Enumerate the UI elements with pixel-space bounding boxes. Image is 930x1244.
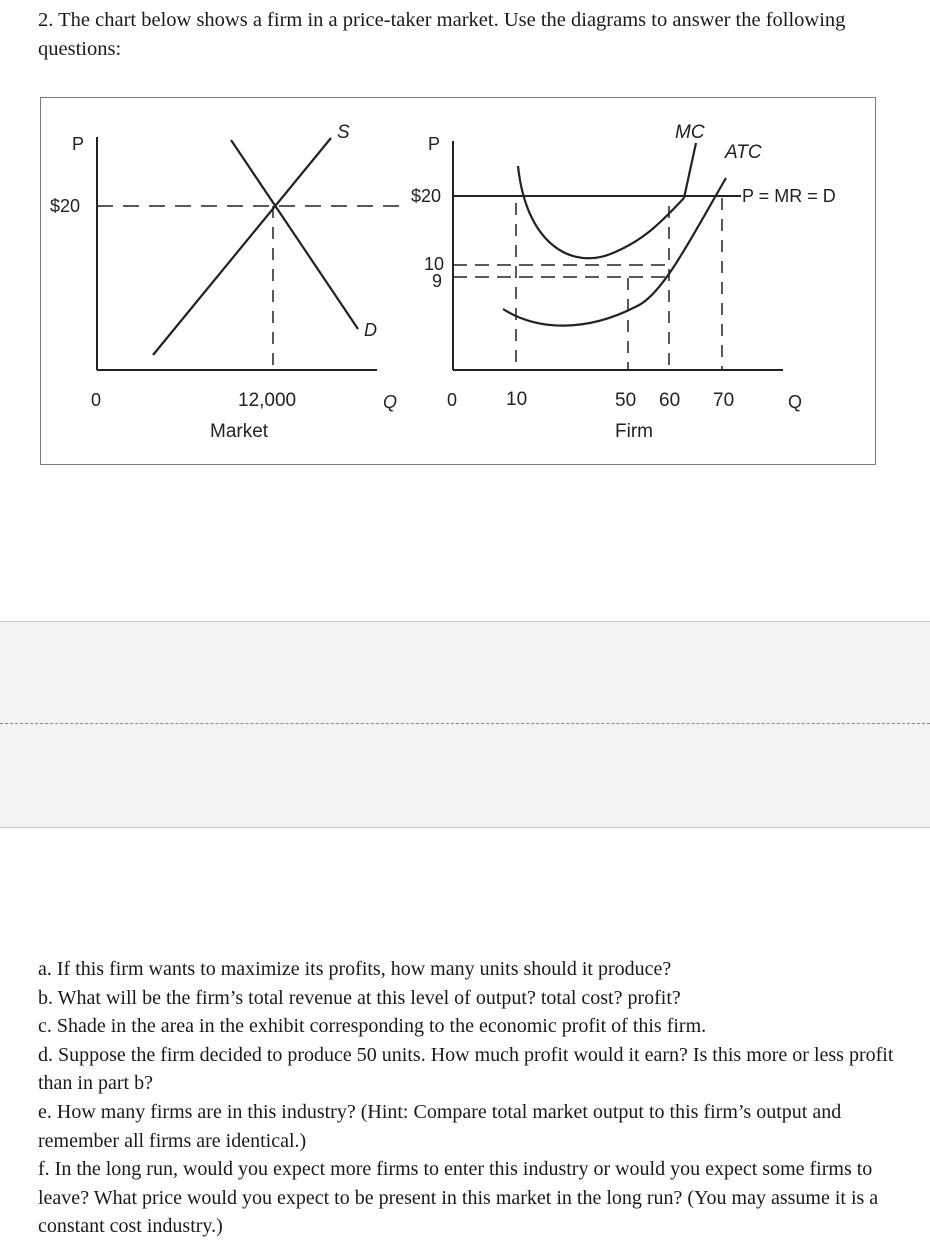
firm-price-label: $20	[411, 186, 442, 206]
demand-mr-label: P = MR = D	[742, 186, 836, 206]
firm-atc-9-label: 9	[432, 271, 443, 291]
diagram-svg	[41, 98, 877, 466]
firm-q-tick-60: 60	[659, 390, 681, 411]
demand-label: D	[364, 320, 377, 340]
market-supply-curve	[153, 138, 331, 355]
question-part-a: a. If this firm wants to maximize its profits, how many units should it produce?	[38, 958, 672, 980]
firm-q-label: Q	[788, 392, 803, 412]
firm-q-tick-10: 10	[506, 389, 528, 410]
firm-p-label: P	[428, 134, 441, 154]
atc-curve	[518, 166, 684, 258]
firm-origin-label: 0	[447, 390, 458, 410]
mc-label: MC	[675, 122, 705, 143]
diagram-frame	[40, 97, 876, 465]
atc-label: ATC	[725, 142, 762, 163]
question-part-b: b. What will be the firm’s total revenue at this level of output? total cost? profit?	[38, 986, 681, 1009]
market-price-label: $20	[50, 196, 81, 216]
question-part-d: d. Suppose the firm decided to produce 50 units. How much profit would it earn? Is this more or less profit than in part b?	[38, 1043, 894, 1095]
market-caption: Market	[210, 421, 269, 442]
answer-area	[0, 621, 930, 828]
market-quantity-label: 12,000	[238, 390, 297, 411]
firm-atc-min-label: 10	[424, 254, 445, 274]
mc-curve-top	[684, 143, 696, 198]
supply-label: S	[337, 122, 350, 143]
market-panel	[50, 122, 399, 442]
market-origin-label: 0	[91, 390, 102, 410]
market-demand-curve	[231, 140, 358, 329]
firm-q-tick-70: 70	[713, 390, 735, 411]
firm-q-tick-50: 50	[615, 390, 637, 411]
firm-panel	[411, 122, 836, 442]
firm-caption: Firm	[615, 421, 653, 442]
question-intro: 2. The chart below shows a firm in a price-taker market. Use the diagrams to answer the following questions:	[38, 9, 846, 60]
dashed-separator	[0, 723, 930, 724]
question-part-e: e. How many firms are in this industry? (Hint: Compare total market output to this firm’s output and remember all firms are identical.)	[38, 1100, 842, 1152]
market-p-label: P	[72, 134, 85, 154]
question-part-c: c. Shade in the area in the exhibit corresponding to the economic profit of this firm.	[38, 1015, 707, 1038]
question-list	[38, 955, 898, 1241]
question-part-f: f. In the long run, would you expect more firms to enter this industry or would you expect some firms to leave? What price would you expect to be present in this market in the long run? (You may assume it is a constant cost industry.)	[38, 1158, 879, 1238]
market-q-label: Q	[383, 392, 398, 412]
